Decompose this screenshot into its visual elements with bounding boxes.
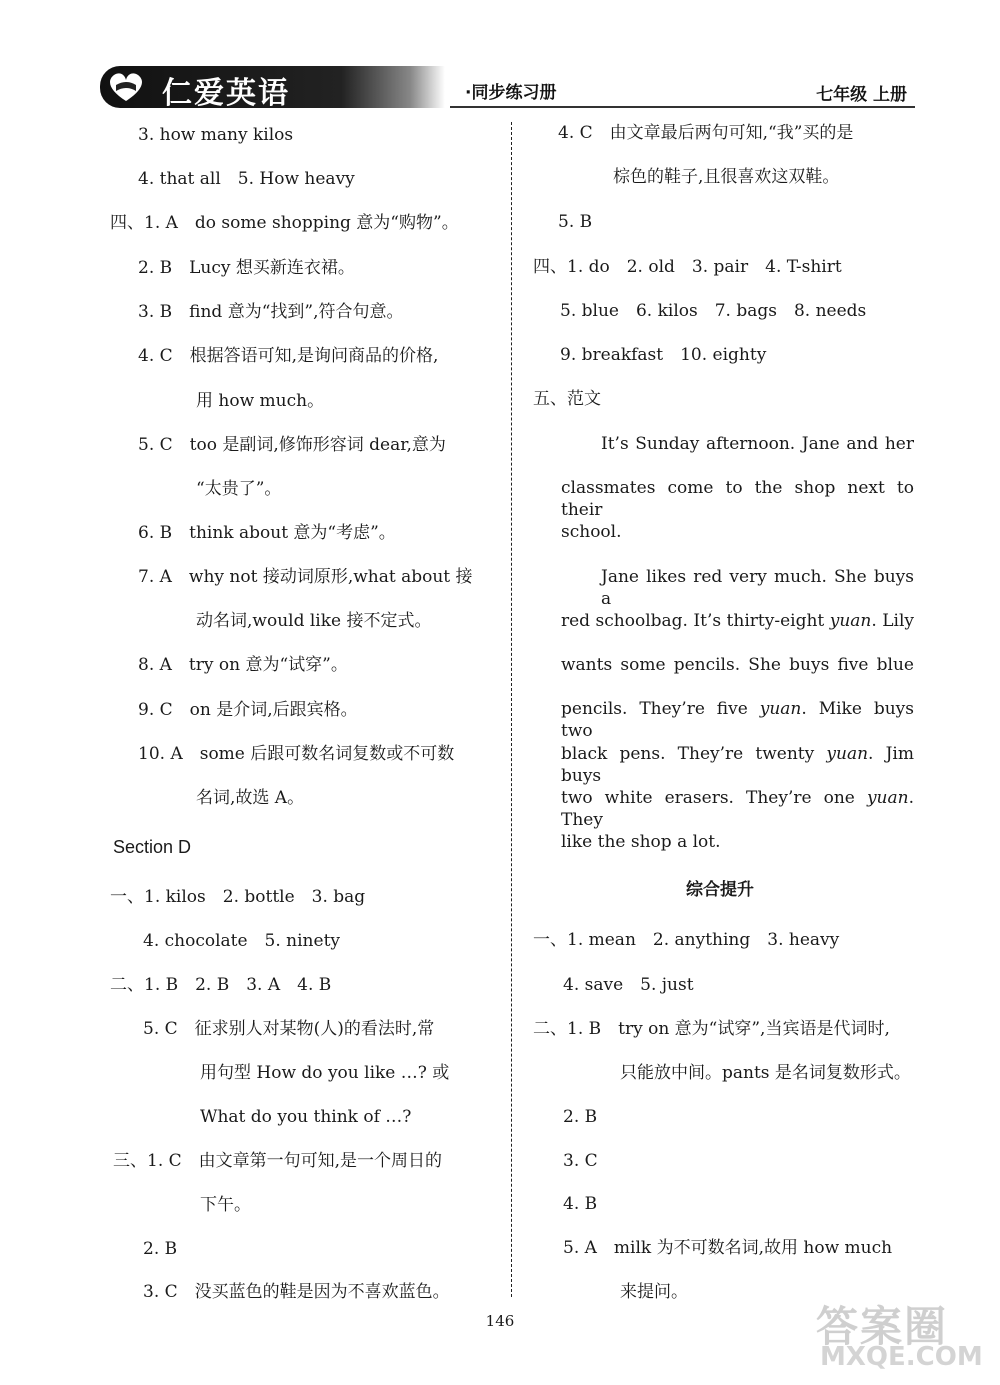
answer-line: 只能放中间。pants 是名词复数形式。: [620, 1063, 911, 1083]
answer-line: 棕色的鞋子,且很喜欢这双鞋。: [613, 167, 840, 187]
answer-line: 来提问。: [620, 1282, 688, 1302]
answer-line: 5. blue 6. kilos 7. bags 8. needs: [560, 301, 867, 321]
answer-line: 一、1. mean 2. anything 3. heavy: [533, 930, 840, 950]
answer-line: 4. that all 5. How heavy: [138, 169, 355, 189]
essay-line: two white erasers. They’re one yuan. They: [561, 788, 914, 830]
section-heading: 综合提升: [686, 880, 754, 900]
answer-line: 5. B: [558, 212, 593, 232]
answer-line: 下午。: [200, 1195, 251, 1215]
answer-line: 动名词,would like 接不定式。: [196, 611, 432, 631]
page-number: 146: [485, 1312, 515, 1330]
answer-line: 四、1. do 2. old 3. pair 4. T-shirt: [533, 257, 842, 277]
header-rule: [450, 106, 915, 108]
essay-line: wants some pencils. She buys five blue: [561, 655, 914, 675]
column-divider: [511, 122, 512, 1297]
answer-line: “太贵了”。: [196, 479, 282, 499]
essay-line: black pens. They’re twenty yuan. Jim buys: [561, 744, 914, 786]
answer-line: 9. C on 是介词,后跟宾格。: [138, 700, 358, 720]
answer-line: 2. B: [143, 1239, 178, 1259]
answer-line: 10. A some 后跟可数名词复数或不可数: [138, 744, 455, 764]
brand-banner: [100, 66, 445, 111]
answer-line: 2. B Lucy 想买新连衣裙。: [138, 258, 355, 278]
essay-line: school.: [561, 522, 622, 542]
answer-line: 9. breakfast 10. eighty: [560, 345, 767, 365]
answer-line: 6. B think about 意为“考虑”。: [138, 523, 396, 543]
watermark-url: MXQE.COM: [820, 1342, 983, 1372]
answer-line: 5. C 征求别人对某物(人)的看法时,常: [143, 1019, 435, 1039]
heart-book-icon: [106, 71, 146, 103]
answer-line: 3. C: [563, 1151, 598, 1171]
answer-line: 用 how much。: [196, 391, 325, 411]
answer-line: 4. save 5. just: [563, 975, 694, 995]
answer-line: 5. C too 是副词,修饰形容词 dear,意为: [138, 435, 446, 455]
essay-line: classmates come to the shop next to their: [561, 478, 914, 520]
essay-line: Jane likes red very much. She buys a: [601, 567, 914, 609]
answer-line: 4. C 根据答语可知,是询问商品的价格,: [138, 346, 439, 366]
essay-line: pencils. They’re five yuan. Mike buys two: [561, 699, 914, 741]
section-d-heading: Section D: [113, 837, 192, 857]
watermark: [800, 1290, 990, 1380]
answer-line: 5. A milk 为不可数名词,故用 how much: [563, 1238, 893, 1258]
answer-line: 3. C 没买蓝色的鞋是因为不喜欢蓝色。: [143, 1282, 450, 1302]
essay-line: like the shop a lot.: [561, 832, 721, 852]
answer-line: 四、1. A do some shopping 意为“购物”。: [110, 213, 459, 233]
answer-line: 4. chocolate 5. ninety: [143, 931, 341, 951]
page-header: [100, 62, 915, 110]
grade-label: 七年级 上册: [816, 85, 907, 105]
answer-line: 3. B find 意为“找到”,符合句意。: [138, 302, 404, 322]
answer-line: 2. B: [563, 1107, 598, 1127]
answer-line: 3. how many kilos: [138, 125, 294, 145]
answer-line: 二、1. B try on 意为“试穿”,当宾语是代词时,: [533, 1019, 890, 1039]
answer-line: 一、1. kilos 2. bottle 3. bag: [110, 887, 366, 907]
answer-line: 三、1. C 由文章第一句可知,是一个周日的: [113, 1151, 443, 1171]
answer-line: 4. C 由文章最后两句可知,“我”买的是: [558, 123, 854, 143]
brand-title: 仁爱英语: [162, 76, 290, 111]
answer-line: 名词,故选 A。: [196, 788, 305, 808]
answer-line: What do you think of …?: [200, 1107, 412, 1127]
essay-line: It’s Sunday afternoon. Jane and her: [601, 434, 914, 454]
answer-line: 五、范文: [533, 389, 601, 409]
answer-line: 4. B: [563, 1194, 598, 1214]
answer-line: 用句型 How do you like …? 或: [200, 1063, 450, 1083]
answer-line: 二、1. B 2. B 3. A 4. B: [110, 975, 332, 995]
answer-line: 8. A try on 意为“试穿”。: [138, 655, 348, 675]
watermark-text: 答案圈: [816, 1302, 949, 1351]
answer-line: 7. A why not 接动词原形,what about 接: [138, 567, 473, 587]
series-title: ·同步练习册: [465, 83, 557, 103]
essay-line: red schoolbag. It’s thirty-eight yuan. Lily: [561, 611, 914, 631]
